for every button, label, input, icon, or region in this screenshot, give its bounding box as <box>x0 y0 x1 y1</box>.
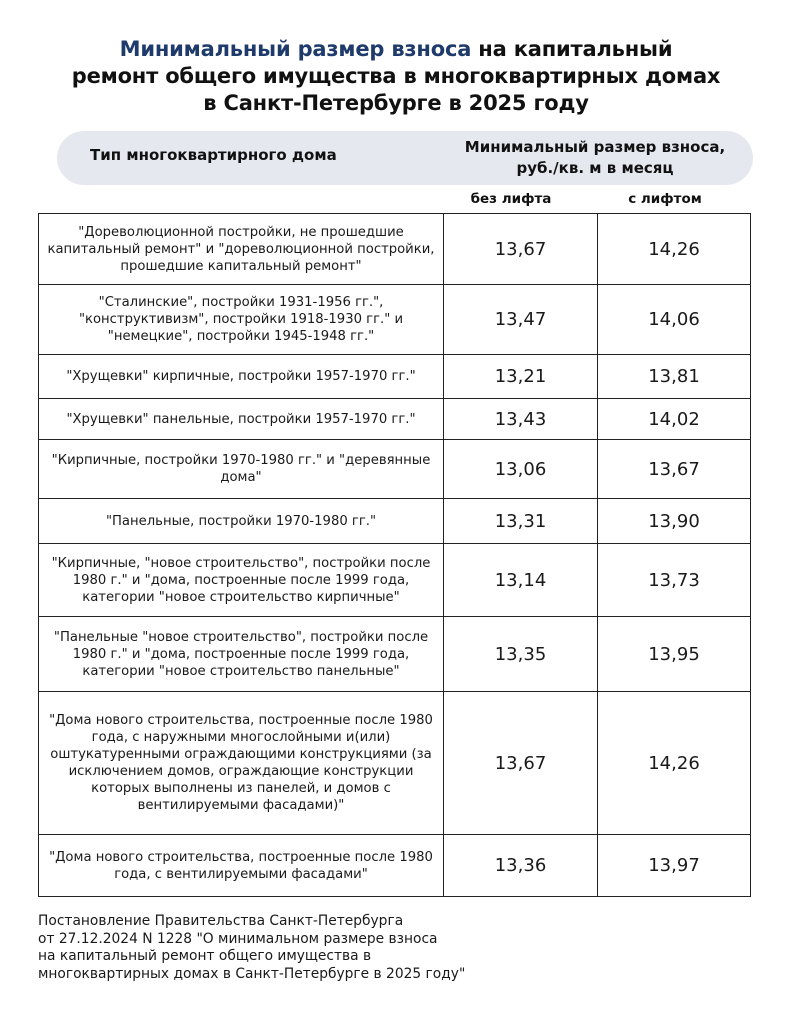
source-note-line-1: Постановление Правительства Санкт-Петербурга <box>38 913 404 929</box>
house-type-cell: "Хрущевки" панельные, постройки 1957-1970 гг." <box>39 399 444 440</box>
rate-no-lift-cell: 13,47 <box>444 285 598 355</box>
column-header-min-rate <box>440 137 750 179</box>
rate-with-lift-cell: 13,95 <box>598 617 751 692</box>
rate-with-lift-cell: 13,97 <box>598 835 751 897</box>
house-type-cell: "Панельные, постройки 1970-1980 гг." <box>39 499 444 544</box>
rate-with-lift-cell: 13,73 <box>598 544 751 617</box>
rate-with-lift-cell: 13,67 <box>598 440 751 499</box>
house-type-cell: "Кирпичные, "новое строительство", постройки после 1980 г." и "дома, построенные после 1999 года, категории "новое строительство кирпичные" <box>39 544 444 617</box>
house-type-cell: "Панельные "новое строительство", постройки после 1980 г." и "дома, построенные после 1999 года, категории "новое строительство панельные" <box>39 617 444 692</box>
house-type-cell: "Сталинские", постройки 1931-1956 гг.", "конструктивизм", постройки 1918-1930 гг." и "немецкие", постройки 1945-1948 гг." <box>39 285 444 355</box>
rates-table <box>38 213 751 897</box>
table-row <box>39 544 751 617</box>
rate-no-lift-cell: 13,67 <box>444 692 598 835</box>
rate-no-lift-cell: 13,06 <box>444 440 598 499</box>
table-row <box>39 617 751 692</box>
rate-no-lift-cell: 13,36 <box>444 835 598 897</box>
rate-no-lift-cell: 13,67 <box>444 214 598 285</box>
rate-with-lift-cell: 13,90 <box>598 499 751 544</box>
rate-with-lift-cell: 14,02 <box>598 399 751 440</box>
house-type-cell: "Дома нового строительства, построенные после 1980 года, с вентилируемыми фасадами" <box>39 835 444 897</box>
title-line-1-rest: на капитальный <box>471 37 673 61</box>
table-row <box>39 399 751 440</box>
source-note-line-4: многоквартирных домах в Санкт-Петербурге в 2025 году" <box>38 965 466 982</box>
rate-no-lift-cell: 13,21 <box>444 355 598 399</box>
title-line-1 <box>40 36 752 63</box>
rate-with-lift-cell: 14,26 <box>598 692 751 835</box>
house-type-cell: "Кирпичные, постройки 1970-1980 гг." и "деревянные дома" <box>39 440 444 499</box>
column-header-no-lift: без лифта <box>470 191 552 207</box>
rate-no-lift-cell: 13,35 <box>444 617 598 692</box>
source-note-line-3: на капитальный ремонт общего имущества в <box>38 948 372 964</box>
table-row <box>39 499 751 544</box>
page-title <box>40 36 752 117</box>
house-type-cell: "Дома нового строительства, построенные после 1980 года, с наружными многослойными и(или) оштукатуренными ограждающими конструкциями (за исключением домов, ограждающие конструкции которых выполнены из панелей, и домов с вентилируемыми фасадами)" <box>39 692 444 835</box>
house-type-cell: "Дореволюционной постройки, не прошедшие капитальный ремонт" и "дореволюционной постройки, прошедшие капитальный ремонт" <box>39 214 444 285</box>
table-row <box>39 440 751 499</box>
table-row <box>39 214 751 285</box>
column-header-house-type: Тип многоквартирного дома <box>90 146 337 164</box>
rate-with-lift-cell: 14,26 <box>598 214 751 285</box>
column-header-with-lift: с лифтом <box>628 191 702 207</box>
rate-with-lift-cell: 13,81 <box>598 355 751 399</box>
source-note <box>38 913 638 983</box>
house-type-cell: "Хрущевки" кирпичные, постройки 1957-1970 гг." <box>39 355 444 399</box>
column-header-min-rate-line-1: Минимальный размер взноса, <box>464 138 726 156</box>
column-header-min-rate-line-2: руб./кв. м в месяц <box>516 159 674 177</box>
title-line-2: ремонт общего имущества в многоквартирных домах <box>71 64 721 88</box>
rate-with-lift-cell: 14,06 <box>598 285 751 355</box>
table-row <box>39 835 751 897</box>
source-note-line-2: от 27.12.2024 N 1228 "О минимальном размере взноса <box>38 930 438 947</box>
table-row <box>39 355 751 399</box>
title-line-3: в Санкт-Петербурге в 2025 году <box>203 91 589 115</box>
rate-no-lift-cell: 13,31 <box>444 499 598 544</box>
table-row <box>39 692 751 835</box>
table-row <box>39 285 751 355</box>
rate-no-lift-cell: 13,14 <box>444 544 598 617</box>
title-accent: Минимальный размер взноса <box>119 37 472 61</box>
rate-no-lift-cell: 13,43 <box>444 399 598 440</box>
